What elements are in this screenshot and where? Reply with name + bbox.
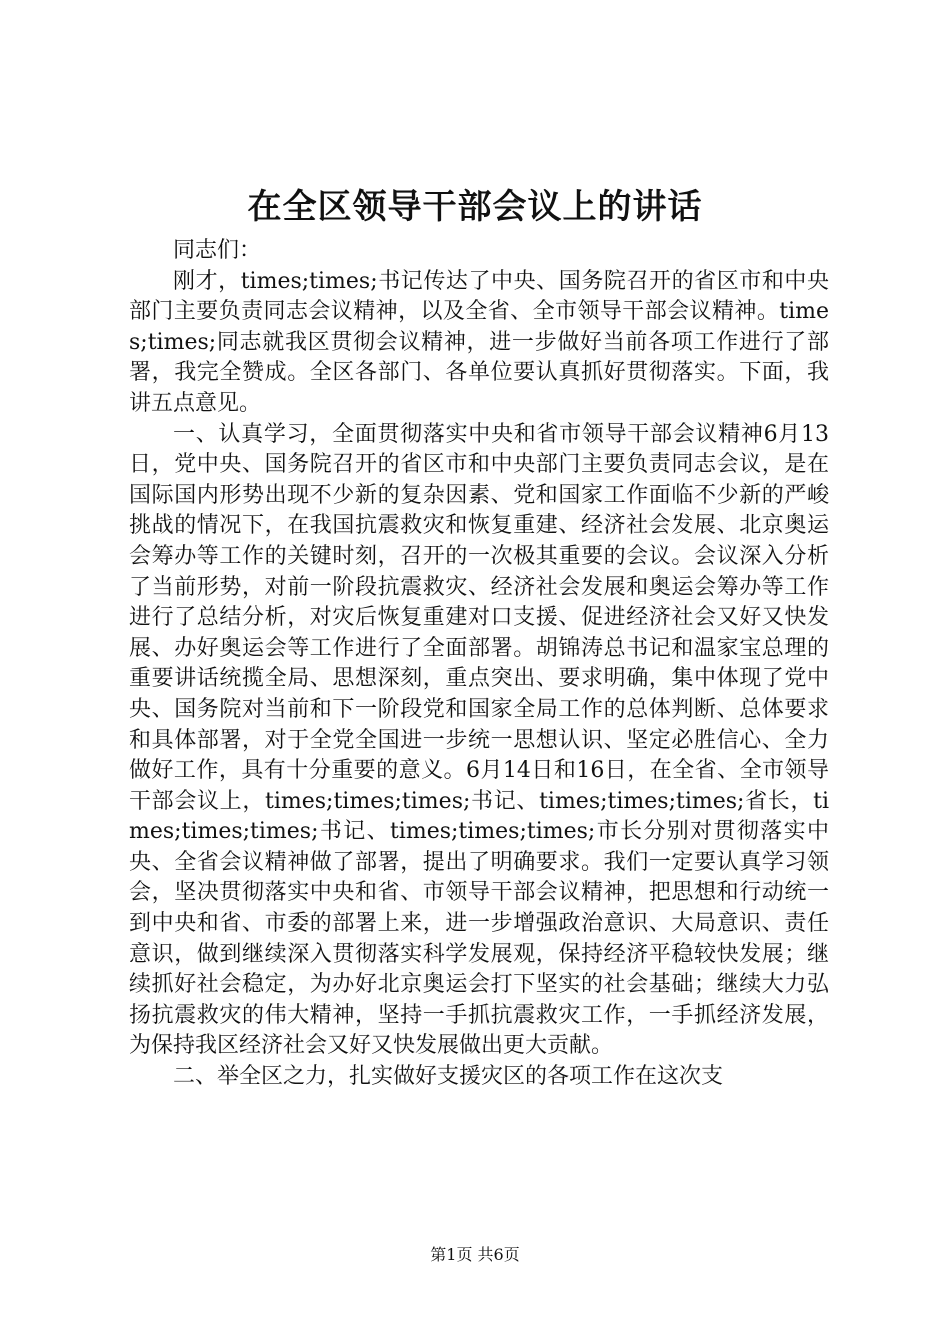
- section-two-paragraph: 二、举全区之力，扎实做好支援灾区的各项工作在这次支: [173, 1064, 724, 1090]
- document-body: [129, 236, 829, 1093]
- salutation-paragraph: 同志们：: [173, 238, 262, 263]
- section-one-paragraph: 一、认真学习，全面贯彻落实中央和省市领导干部会议精神6月13日，党中央、国务院召开的省区市和中央部门主要负责同志会议，是在国际国内形势出现不少新的复杂因素、党和国家工作面临不少新的严峻挑战的情况下，在我国抗震救灾和恢复重建、经济社会发展、北京奥运会筹办等工作的关键时刻，召开的一次极其重要的会议。会议深入分析了当前形势，对前一阶段抗震救灾、经济社会发展和奥运会筹办等工作进行了总结分析，对灾后恢复重建对口支援、促进经济社会又好又快发展、办好奥运会等工作进行了全面部署。胡锦涛总书记和温家宝总理的重要讲话统揽全局、思想深刻，重点突出、要求明确，集中体现了党中央、国务院对当前和下一阶段党和国家全局工作的总体判断、总体要求和具体部署，对于全党全国进一步统一思想认识、坚定必胜信心、全力做好工作，具有十分重要的意义。6月14日和16日，在全省、全市领导干部会议上，times;times;times;书记、times;times;times;省长，times;times;times;书记、times;times;times;市长分别对贯彻落实中央、全省会议精神做了部署，提出了明确要求。我们一定要认真学习领会，坚决贯彻落实中央和省、市领导干部会议精神，把思想和行动统一到中央和省、市委的部署上来，进一步增强政治意识、大局意识、责任意识，做到继续深入贯彻落实科学发展观，保持经济平稳较快发展；继续抓好社会稳定，为办好北京奥运会打下坚实的社会基础；继续大力弘扬抗震救灾的伟大精神，坚持一手抓抗震救灾工作，一手抓经济发展，为保持我区经济社会又好又快发展做出更大贡献。: [129, 421, 829, 1059]
- page-number-footer: 第1页 共6页: [430, 1245, 520, 1264]
- document-title: 在全区领导干部会议上的讲话: [247, 187, 703, 227]
- intro-paragraph: 刚才，times;times;书记传达了中央、国务院召开的省区市和中央部门主要负责同志会议精神，以及全省、全市领导干部会议精神。times;times;同志就我区贯彻会议精神，进一步做好当前各项工作进行了部署，我完全赞成。全区各部门、各单位要认真抓好贯彻落实。下面，我讲五点意见。: [129, 268, 829, 416]
